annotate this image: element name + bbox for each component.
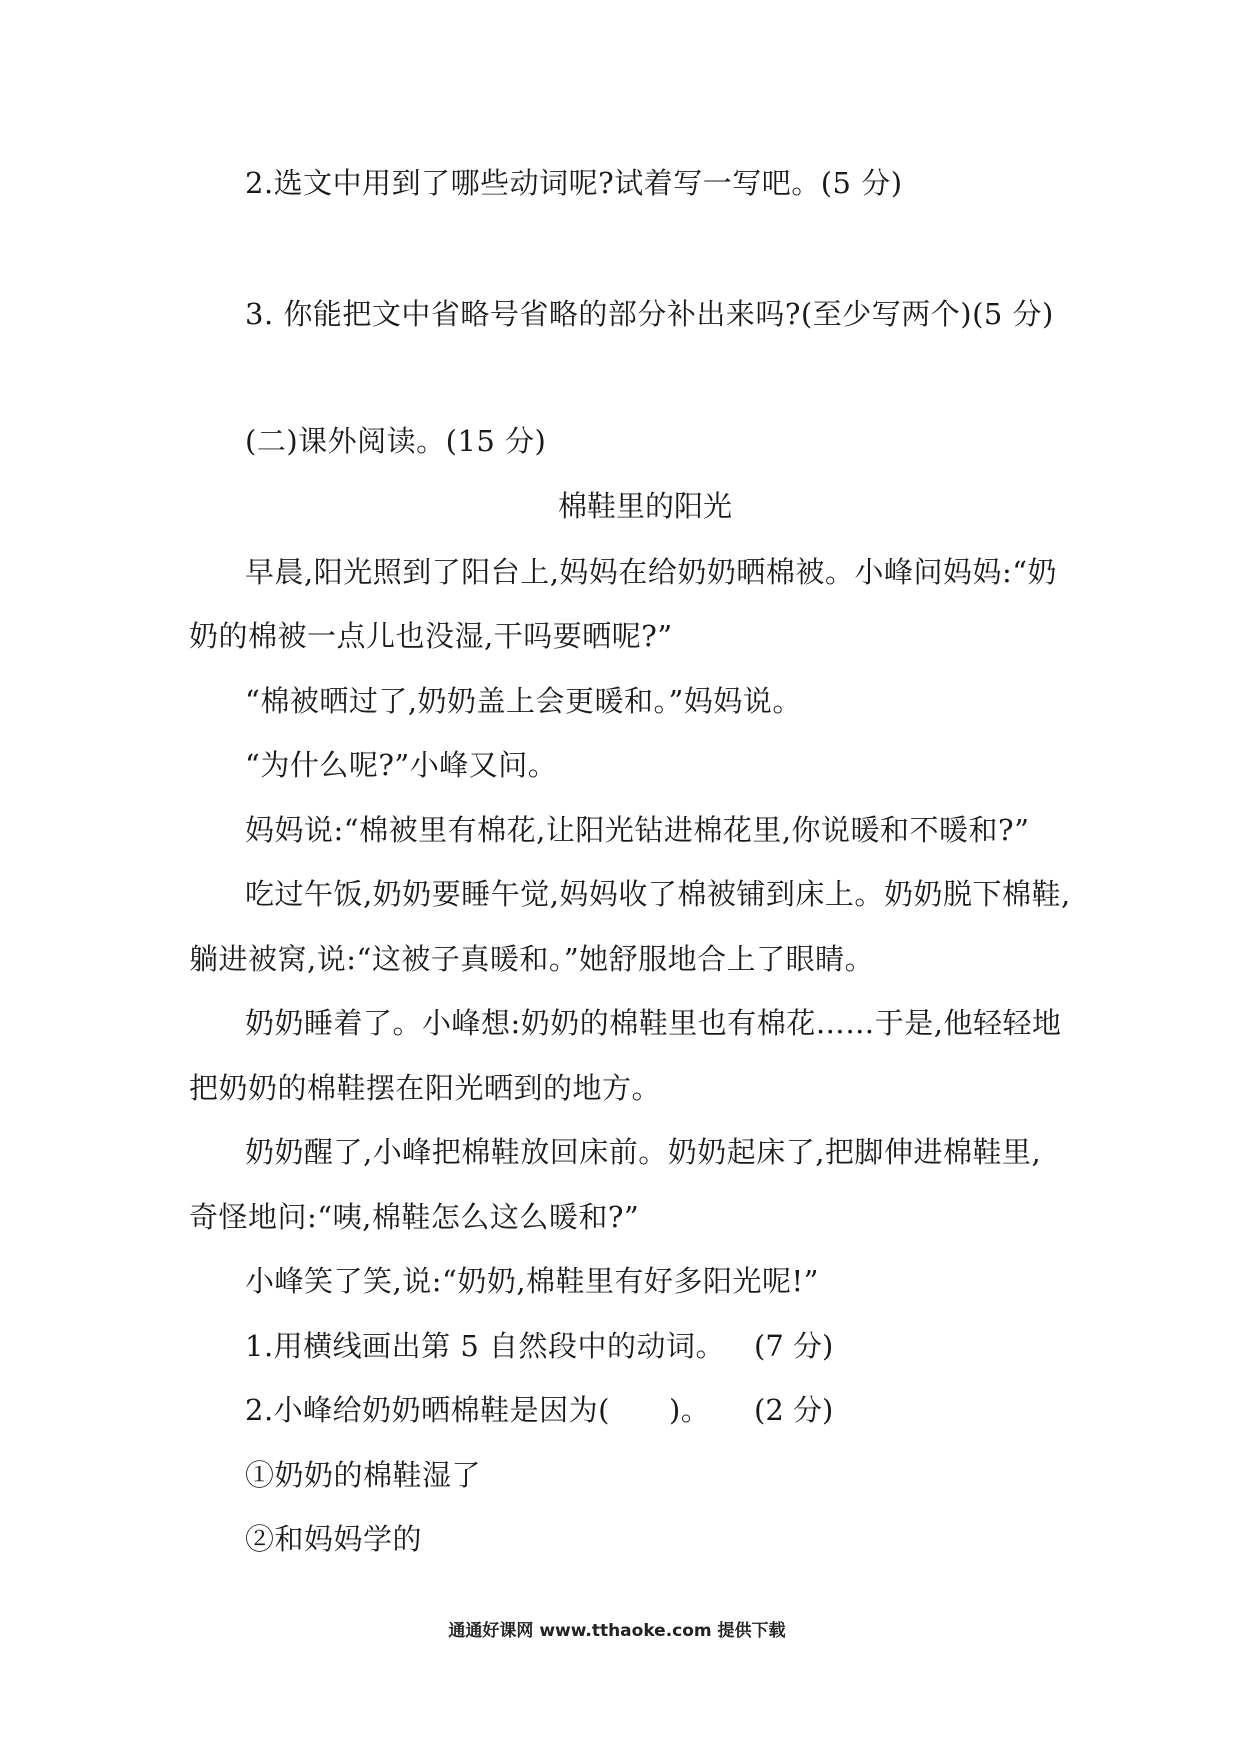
question-score: (2 分) (754, 1393, 834, 1427)
paragraph-line: 奶奶醒了,小峰把棉鞋放回床前。奶奶起床了,把脚伸进棉鞋里, (245, 1135, 1042, 1169)
paragraph-line: 早晨,阳光照到了阳台上,妈妈在给奶奶晒棉被。小峰问妈妈:“奶 (245, 555, 1058, 589)
paragraph-line: 吃过午饭,奶奶要睡午觉,妈妈收了棉被铺到床上。奶奶脱下棉鞋, (245, 877, 1071, 911)
paragraph-line: 妈妈说:“棉被里有棉花,让阳光钻进棉花里,你说暖和不暖和?” (245, 813, 1030, 847)
paragraph-line: 奶奶睡着了。小峰想:奶奶的棉鞋里也有棉花……于是,他轻轻地 (245, 1006, 1062, 1040)
paragraph-line: 奶的棉被一点儿也没湿,干吗要晒呢?” (189, 619, 673, 653)
paragraph-line: “为什么呢?”小峰又问。 (245, 748, 558, 782)
question-text: 2.小峰给奶奶晒棉鞋是因为( )。 (245, 1393, 711, 1427)
answer-option: ①奶奶的棉鞋湿了 (245, 1458, 482, 1492)
question-score: (7 分) (754, 1329, 834, 1363)
paragraph-line: “棉被晒过了,奶奶盖上会更暖和。”妈妈说。 (245, 684, 802, 718)
question-text: 1.用横线画出第 5 自然段中的动词。 (245, 1329, 726, 1363)
paragraph-line: 奇怪地问:“咦,棉鞋怎么这么暖和?” (189, 1200, 640, 1234)
page-footer: 通通好课网 www.tthaoke.com 提供下载 (448, 1621, 786, 1641)
question-2: 2.选文中用到了哪些动词呢?试着写一写吧。(5 分) (245, 166, 903, 200)
passage-title: 棉鞋里的阳光 (557, 489, 732, 523)
paragraph-line: 躺进被窝,说:“这被子真暖和。”她舒服地合上了眼睛。 (189, 942, 875, 976)
paragraph-line: 把奶奶的棉鞋摆在阳光晒到的地方。 (189, 1071, 662, 1105)
question-3: 3. 你能把文中省略号省略的部分补出来吗?(至少写两个)(5 分) (245, 297, 1054, 331)
section-heading: (二)课外阅读。(15 分) (245, 424, 547, 458)
paragraph-line: 小峰笑了笑,说:“奶奶,棉鞋里有好多阳光呢!” (245, 1264, 820, 1298)
answer-option: ②和妈妈学的 (245, 1522, 423, 1556)
